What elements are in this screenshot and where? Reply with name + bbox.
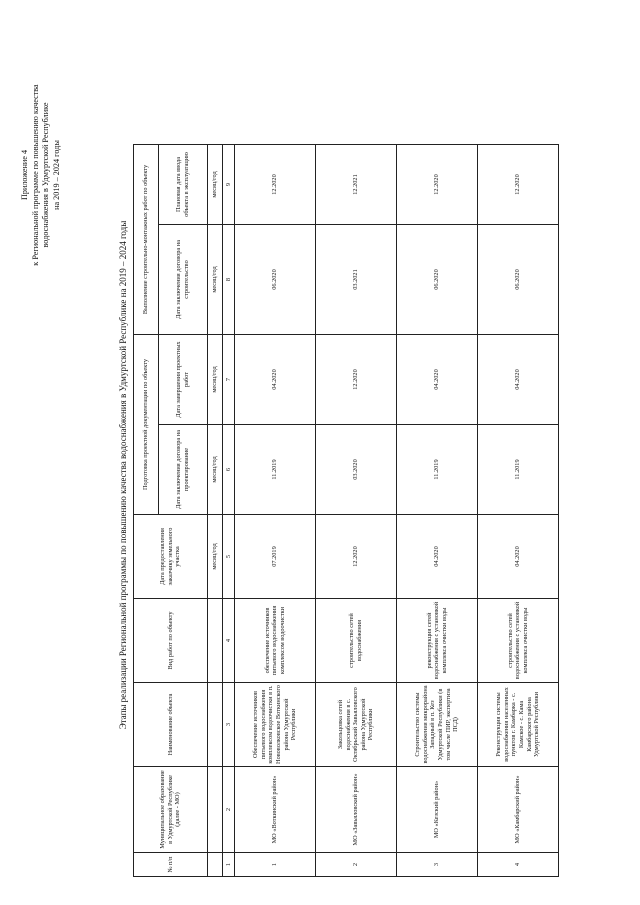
column-number: 8 <box>223 225 235 335</box>
appendix-line: на 2019 – 2024 годы <box>51 140 61 210</box>
header-land-date: Дата предоставления заказчику земельного участка <box>134 515 208 599</box>
column-number: 3 <box>223 683 235 767</box>
row-design-contract: 11.2019 <box>235 425 316 515</box>
header-object-name: Наименование объекта <box>134 683 208 767</box>
row-land-date: 04.2020 <box>397 515 478 599</box>
appendix-line: к Региональной программе по повышению качества <box>30 84 40 266</box>
header-commissioning: Плановая дата ввода объекта в эксплуатацию <box>159 145 208 225</box>
unit-cell: месяц/год <box>208 145 223 225</box>
row-object-name: Закольцовка сетей водоснабжения в с. Октябрьский Завьяловского района Удмуртской Республики <box>316 683 397 767</box>
row-design-end: 04.2020 <box>397 335 478 425</box>
header-num: № п/п <box>134 853 208 877</box>
row-object-name: Обеспечение источников питьевого водоснабжения комплексом водоочистки в п. Нововолковское Воткинского района Удмуртской Республики <box>235 683 316 767</box>
column-number: 4 <box>223 599 235 683</box>
row-land-date: 07.2019 <box>235 515 316 599</box>
row-municipality: МО «Завьяловский район» <box>316 767 397 853</box>
header-design-end: Дата завершения проектных работ <box>159 335 208 425</box>
row-land-date: 12.2020 <box>316 515 397 599</box>
row-work-type: строительство сетей водоснабжения <box>316 599 397 683</box>
row-municipality: МО «Кезский район» <box>397 767 478 853</box>
header-row <box>134 145 159 877</box>
table-row <box>397 145 478 877</box>
row-construction-contract: 06.2020 <box>235 225 316 335</box>
row-municipality: МО «Камбарский район» <box>478 767 559 853</box>
row-commissioning: 12.2020 <box>397 145 478 225</box>
table-row <box>316 145 397 877</box>
unit-cell: месяц/год <box>208 425 223 515</box>
row-num: 4 <box>478 853 559 877</box>
row-commissioning: 12.2020 <box>478 145 559 225</box>
unit-cell: месяц/год <box>208 225 223 335</box>
appendix-note <box>20 45 62 305</box>
row-design-end: 04.2020 <box>478 335 559 425</box>
header-municipality: Муниципальное образование в Удмуртской Республике (далее - МО) <box>134 767 208 853</box>
column-number: 6 <box>223 425 235 515</box>
header-construction-group: Выполнение строительно-монтажных работ по объекту <box>134 145 159 335</box>
appendix-line: Приложение 4 <box>20 149 29 201</box>
header-construction-contract: Дата заключения договора на строительство <box>159 225 208 335</box>
column-number: 7 <box>223 335 235 425</box>
row-design-end: 04.2020 <box>235 335 316 425</box>
row-municipality: МО «Воткинский район» <box>235 767 316 853</box>
row-work-type: строительство сетей водоснабжения с установкой комплекса очистки воды <box>478 599 559 683</box>
row-work-type: реконструкция сетей водоснабжения с установкой комплекса очистки воды <box>397 599 478 683</box>
column-number: 5 <box>223 515 235 599</box>
stages-table <box>133 144 559 877</box>
unit-row <box>208 145 223 877</box>
table-row <box>478 145 559 877</box>
header-work-type: Вид работ по объекту <box>134 599 208 683</box>
row-work-type: обеспечение источников питьевого водоснабжения комплексом водоочистки <box>235 599 316 683</box>
row-land-date: 04.2020 <box>478 515 559 599</box>
column-number: 9 <box>223 145 235 225</box>
column-number: 2 <box>223 767 235 853</box>
row-design-contract: 11.2019 <box>397 425 478 515</box>
row-num: 2 <box>316 853 397 877</box>
row-object-name: Строительство системы водоснабжения микрорайона Западный в п. Кез Удмуртской Республики (в том числе ПИР, экспертиза ПСД) <box>397 683 478 767</box>
header-design-group: Подготовка проектной документации по объекту <box>134 335 159 515</box>
header-design-contract: Дата заключения договора на проектирование <box>159 425 208 515</box>
unit-cell: месяц/год <box>208 515 223 599</box>
row-design-end: 12.2020 <box>316 335 397 425</box>
row-design-contract: 11.2019 <box>478 425 559 515</box>
row-commissioning: 12.2021 <box>316 145 397 225</box>
row-object-name: Реконструкция системы водоснабжения населенных пунктов г. Камбарка - с. Камское - с. Кама Камбарского района Удмуртской Республики <box>478 683 559 767</box>
table-row <box>235 145 316 877</box>
document-title: Этапы реализации Региональной программы по повышению качества водоснабжения в Удмуртской Республике на 2019 – 2024 годы <box>118 220 128 730</box>
row-construction-contract: 06.2020 <box>478 225 559 335</box>
row-num: 3 <box>397 853 478 877</box>
row-construction-contract: 06.2020 <box>397 225 478 335</box>
column-number-row <box>223 145 235 877</box>
row-construction-contract: 03.2021 <box>316 225 397 335</box>
row-commissioning: 12.2020 <box>235 145 316 225</box>
row-design-contract: 03.2020 <box>316 425 397 515</box>
unit-cell: месяц/год <box>208 335 223 425</box>
appendix-line: водоснабжения в Удмуртской Республике <box>41 102 50 248</box>
column-number: 1 <box>223 853 235 877</box>
row-num: 1 <box>235 853 316 877</box>
